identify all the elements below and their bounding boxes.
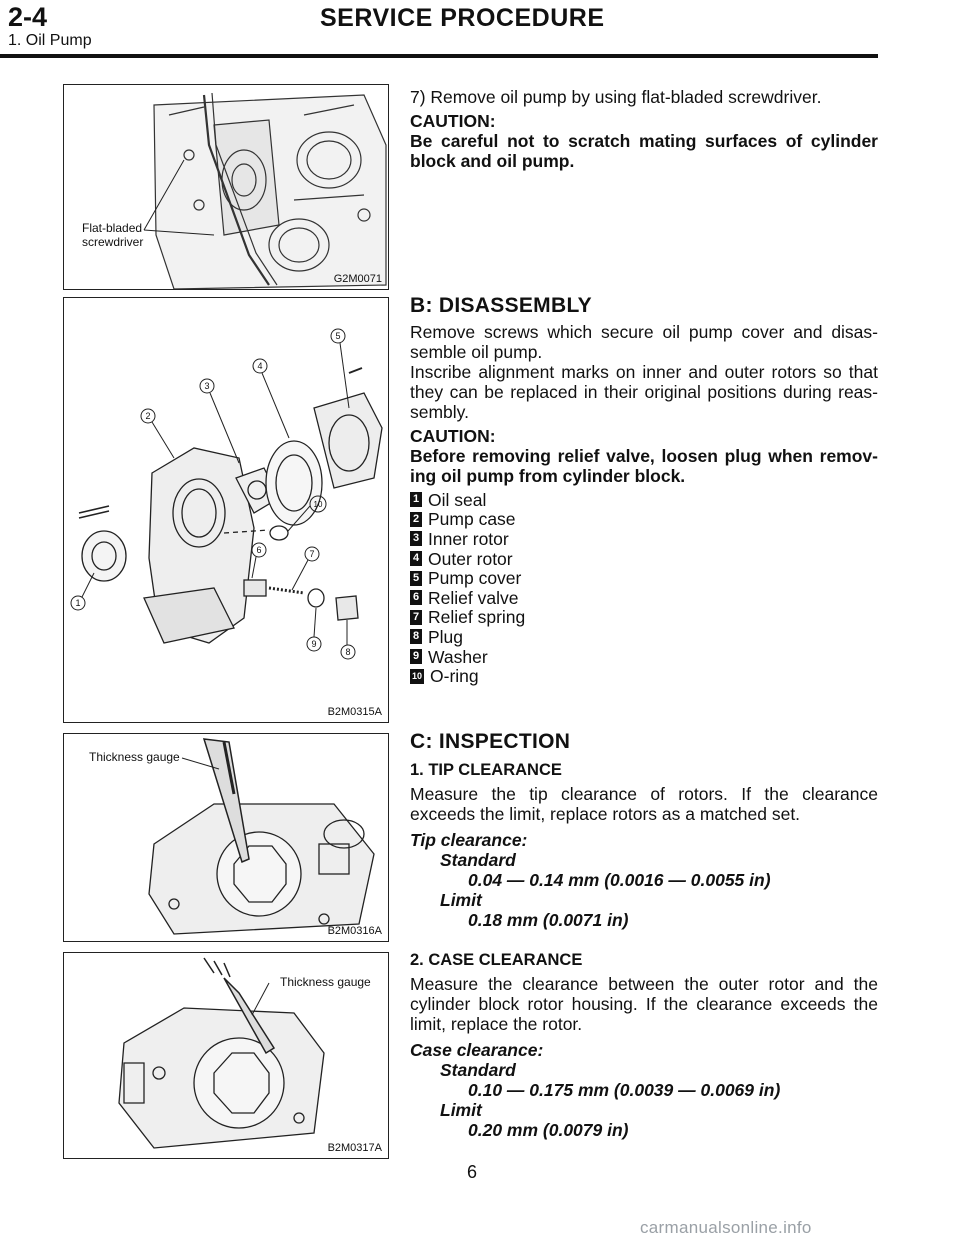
step7-block xyxy=(410,87,878,171)
figure-tip-clearance xyxy=(63,733,389,942)
inspection-section xyxy=(410,732,878,930)
case-clearance-subheading: 2. CASE CLEARANCE xyxy=(410,951,583,969)
figure-code: B2M0317A xyxy=(327,1142,382,1154)
disassembly-para1: Remove screws which secure oil pump cover and disas-semble oil pump. xyxy=(410,322,878,362)
legend-item xyxy=(410,490,878,510)
legend-number: 4 xyxy=(410,551,422,566)
case-clearance-section xyxy=(410,950,878,1140)
tip-clearance-illustration xyxy=(64,734,388,941)
legend-number: 8 xyxy=(410,629,422,644)
exploded-callout-2: 2 xyxy=(145,411,151,421)
legend-label: Plug xyxy=(428,626,464,647)
legend-item xyxy=(410,529,878,549)
page-title: SERVICE PROCEDURE xyxy=(320,4,605,32)
legend-number: 5 xyxy=(410,571,422,586)
legend-label: Relief valve xyxy=(428,587,519,608)
tip-clearance-subheading: 1. TIP CLEARANCE xyxy=(410,761,562,779)
legend-item xyxy=(410,549,878,569)
exploded-callout-6: 6 xyxy=(256,545,262,555)
disassembly-para2: Inscribe alignment marks on inner and outer rotors so that they can be replaced in their original positions during reas-sembly. xyxy=(410,362,878,422)
figure-case-clearance xyxy=(63,952,389,1159)
case-clearance-text: Measure the clearance between the outer rotor and the cylinder block rotor housing. If the clearance exceeds the limit, replace the rotor. xyxy=(410,974,878,1034)
legend-label: Pump case xyxy=(428,509,516,530)
page-number: 6 xyxy=(467,1162,478,1182)
oil-pump-exploded-illustration xyxy=(64,298,388,722)
exploded-callout-3: 3 xyxy=(204,381,210,391)
disassembly-heading: B: DISASSEMBLY xyxy=(410,294,592,317)
legend-number: 7 xyxy=(410,610,422,625)
legend-number: 3 xyxy=(410,531,422,546)
legend-number: 9 xyxy=(410,649,422,664)
case-limit-label: Limit xyxy=(440,1100,482,1120)
exploded-callout-1: 1 xyxy=(75,598,81,608)
legend-item xyxy=(410,647,878,667)
figure-remove-oil-pump xyxy=(63,84,389,290)
exploded-callout-4: 4 xyxy=(257,361,263,371)
callout-flat-bladed: Flat-bladed xyxy=(82,221,143,235)
callout-screwdriver: screwdriver xyxy=(82,235,144,249)
caution-label: CAUTION: xyxy=(410,426,496,446)
legend-label: O-ring xyxy=(430,666,479,687)
exploded-callout-9: 9 xyxy=(311,639,317,649)
legend-number: 2 xyxy=(410,512,422,527)
exploded-callout-5: 5 xyxy=(335,331,341,341)
tip-standard-value: 0.04 — 0.14 mm (0.0016 — 0.0055 in) xyxy=(468,870,771,890)
case-standard-value: 0.10 — 0.175 mm (0.0039 — 0.0069 in) xyxy=(468,1080,781,1100)
case-limit-value: 0.20 mm (0.0079 in) xyxy=(468,1120,629,1140)
case-spec-label: Case clearance: xyxy=(410,1040,544,1060)
section-subtitle: 1. Oil Pump xyxy=(8,32,92,49)
figure-code: G2M0071 xyxy=(333,273,382,285)
legend-label: Outer rotor xyxy=(428,548,513,569)
legend-item xyxy=(410,666,878,686)
exploded-callout-10: 10 xyxy=(313,500,323,509)
watermark: carmanualsonline.info xyxy=(640,1218,812,1237)
parts-legend xyxy=(410,490,878,686)
legend-number: 1 xyxy=(410,492,422,507)
legend-label: Relief spring xyxy=(428,607,526,628)
legend-number: 6 xyxy=(410,590,422,605)
inspection-heading: C: INSPECTION xyxy=(410,730,571,753)
figure-oil-pump-exploded xyxy=(63,297,389,723)
section-number: 2-4 xyxy=(8,2,48,32)
legend-item xyxy=(410,608,878,628)
tip-clearance-text: Measure the tip clearance of rotors. If the clearance exceeds the limit, replace rotors as a matched set. xyxy=(410,784,878,824)
figure-code: B2M0316A xyxy=(327,925,382,937)
callout-thickness-gauge: Thickness gauge xyxy=(89,750,180,764)
legend-label: Pump cover xyxy=(428,568,522,589)
legend-item xyxy=(410,588,878,608)
legend-label: Washer xyxy=(428,646,488,667)
tip-standard-label: Standard xyxy=(440,850,516,870)
legend-label: Inner rotor xyxy=(428,528,509,549)
legend-item xyxy=(410,510,878,530)
callout-thickness-gauge: Thickness gauge xyxy=(280,975,371,989)
caution-label: CAUTION: xyxy=(410,111,496,131)
disassembly-section xyxy=(410,296,878,686)
tip-limit-label: Limit xyxy=(440,890,482,910)
exploded-callout-7: 7 xyxy=(309,549,315,559)
tip-limit-value: 0.18 mm (0.0071 in) xyxy=(468,910,629,930)
legend-item xyxy=(410,627,878,647)
legend-label: Oil seal xyxy=(428,489,487,510)
figure-code: B2M0315A xyxy=(327,706,382,718)
tip-spec-label: Tip clearance: xyxy=(410,830,528,850)
case-standard-label: Standard xyxy=(440,1060,516,1080)
engine-block-illustration xyxy=(64,85,388,289)
legend-number: 10 xyxy=(410,669,424,684)
legend-item xyxy=(410,568,878,588)
step7-text: 7) Remove oil pump by using flat-bladed screwdriver. xyxy=(410,87,822,107)
caution-text: Before removing relief valve, loosen plug when remov-ing oil pump from cylinder block. xyxy=(410,446,878,486)
exploded-callout-8: 8 xyxy=(345,647,351,657)
header-rule xyxy=(0,54,878,58)
caution-text: Be careful not to scratch mating surfaces of cylinder block and oil pump. xyxy=(410,131,878,171)
